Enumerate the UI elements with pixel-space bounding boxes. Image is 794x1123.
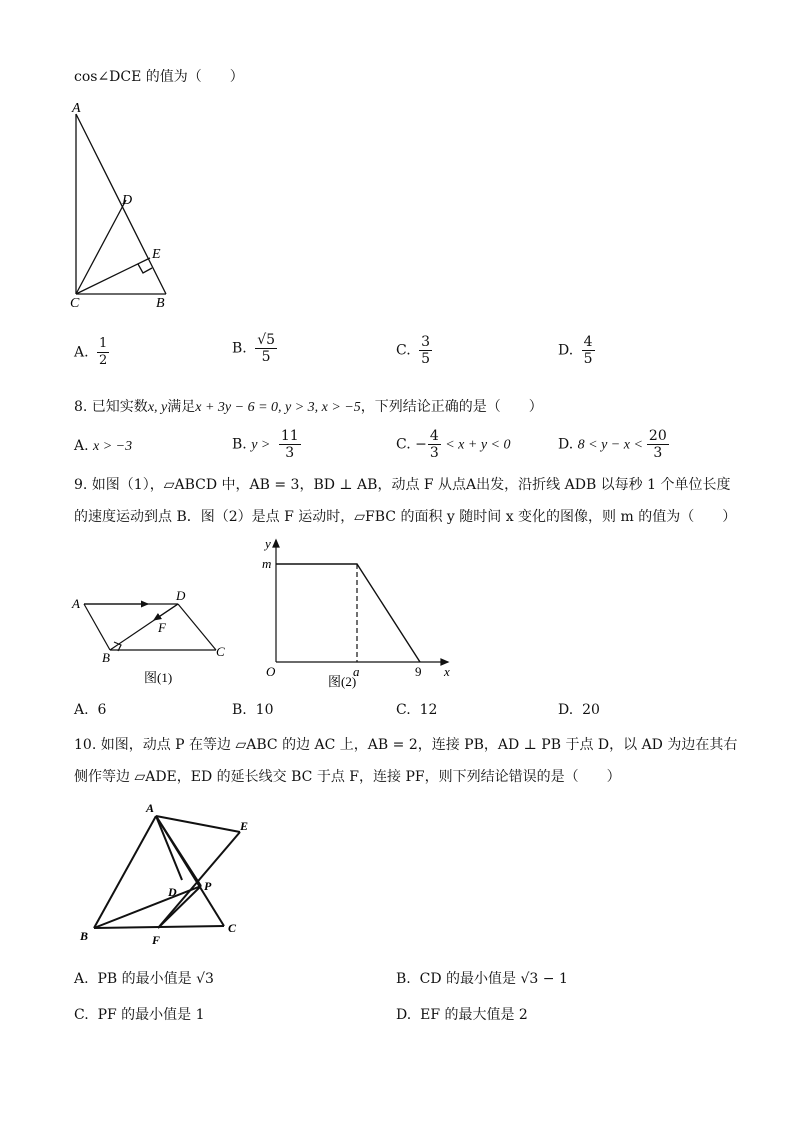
q7-option-d-num: 4 [583, 334, 593, 350]
q8-stem [74, 396, 543, 416]
q7-right-angle-mark [138, 264, 152, 273]
q9-fig2-label-nine: 9 [415, 664, 422, 679]
q10-segment-ap [156, 816, 201, 886]
q7-label-e: E [152, 247, 161, 262]
q10-label-a: A [146, 801, 155, 815]
q10-option-d[interactable] [396, 1004, 528, 1024]
q10-option-c-text: PF 的最小值是 1 [97, 1007, 205, 1023]
q7-label-b: B [156, 296, 165, 311]
q10-option-a-text: PB 的最小值是 √3 [97, 971, 214, 987]
q8-option-b-text: y > [251, 437, 271, 453]
q9-arrow-df [154, 604, 178, 620]
q10-option-b-text: CD 的最小值是 √3 − 1 [419, 971, 568, 987]
q10-segment-ef [158, 832, 240, 928]
q8-vars: x, y [147, 400, 168, 415]
q10-figure [74, 794, 264, 948]
q9-option-d-key: D. [558, 702, 574, 718]
q9-figure-2 [256, 534, 456, 690]
q9-option-d[interactable] [558, 702, 600, 718]
q7-option-b-key: B. [232, 340, 247, 357]
q9-stem-line2: 的速度运动到点 B．图（2）是点 F 运动时，▱FBC 的面积 y 随时间 x 变化的图像，则 m 的值为（ ） [74, 509, 737, 525]
q9-fig1-label-a: A [72, 596, 80, 611]
q7-option-c-key: C. [396, 342, 411, 359]
q9-side-ab [84, 604, 110, 650]
q7-label-a: A [72, 101, 81, 116]
q7-option-d-key: D. [558, 342, 574, 359]
q9-option-a-text: 6 [97, 702, 107, 718]
q8-option-b[interactable] [232, 428, 301, 461]
q10-segment-pb [94, 886, 201, 928]
q10-option-a-key: A. [74, 971, 89, 987]
q8-stem-prefix: 8. 已知实数 [74, 399, 148, 415]
q10-side-ab [94, 816, 156, 928]
q7-stem: cos∠DCE 的值为（ ） [74, 69, 244, 85]
q10-label-d: D [168, 885, 177, 899]
q9-fig1-label-f: F [158, 620, 166, 635]
q9-option-b[interactable] [232, 702, 273, 718]
q7-option-a-den: 2 [99, 353, 108, 368]
q7-option-d[interactable] [558, 334, 595, 367]
q10-option-a[interactable] [74, 968, 214, 988]
q10-label-p: P [204, 879, 212, 893]
q7-segment-cd [76, 200, 126, 294]
q8-option-b-den: 3 [285, 445, 295, 461]
q10-label-e: E [240, 819, 249, 833]
q7-option-b-num: √5 [257, 332, 276, 348]
q8-option-c-pre: − [415, 436, 427, 453]
q8-option-b-num: 11 [280, 428, 299, 444]
q7-option-b[interactable] [232, 332, 277, 365]
q9-fig2-label-a: a [353, 664, 360, 679]
q9-option-c[interactable] [396, 702, 437, 718]
q9-option-a[interactable] [74, 702, 106, 718]
q10-stem-line1: 10. 如图，动点 P 在等边 ▱ABC 的边 AC 上，AB = 2，连接 PB，AD ⊥ PB 于点 D，以 AD 为边在其右 [74, 737, 738, 753]
q8-option-d-text: 8 < y − x < [577, 437, 643, 453]
q8-stem-mid: 满足 [167, 399, 196, 415]
q7-figure [60, 96, 180, 311]
q8-option-c[interactable] [396, 428, 511, 461]
q9-fig2-label-o: O [266, 664, 276, 679]
q8-option-d-den: 3 [653, 445, 663, 461]
q10-stem-line2: 侧作等边 ▱ADE，ED 的延长线交 BC 于点 F，连接 PF，则下列结论错误的是（ ） [74, 769, 621, 785]
q9-option-c-key: C. [396, 702, 411, 718]
q8-option-c-key: C. [396, 436, 411, 453]
q9-figure-1 [66, 584, 242, 688]
q8-option-c-text: < x + y < 0 [445, 437, 511, 453]
q7-option-b-den: 5 [261, 349, 271, 365]
q7-option-a-num: 1 [99, 336, 108, 351]
q10-side-ae [156, 816, 240, 832]
q10-segment-pf [158, 886, 201, 928]
q7-option-c-num: 3 [421, 334, 431, 350]
q9-fig2-label-x: x [444, 664, 450, 679]
q9-fig1-caption: 图(1) [144, 670, 173, 685]
q8-stem-suffix: ，下列结论正确的是（ ） [360, 399, 543, 415]
q9-option-b-text: 10 [255, 702, 274, 718]
q8-option-d[interactable] [558, 428, 669, 461]
q8-option-b-key: B. [232, 436, 247, 453]
q9-fig1-label-b: B [102, 650, 110, 665]
q10-label-f: F [152, 933, 161, 947]
q10-segment-ad [156, 816, 182, 880]
q8-option-d-num: 20 [648, 428, 667, 444]
q10-option-d-key: D. [396, 1007, 412, 1023]
q9-fig1-label-c: C [216, 644, 225, 659]
q7-label-c: C [70, 296, 80, 311]
q7-option-a[interactable] [74, 336, 109, 369]
q7-option-c-den: 5 [421, 351, 431, 367]
q9-graph-line [276, 564, 420, 662]
q9-y-axis-arrow [273, 540, 279, 547]
q9-option-a-key: A. [74, 702, 89, 718]
q9-fig2-caption: 图(2) [328, 674, 357, 689]
q8-option-a-key: A. [74, 438, 89, 454]
q7-segment-ce [76, 258, 150, 294]
q7-side-ab [76, 114, 166, 294]
q7-option-a-key: A. [74, 344, 89, 361]
q8-option-c-den: 3 [429, 445, 439, 461]
q10-label-b: B [80, 929, 89, 943]
q10-option-c[interactable] [74, 1004, 205, 1024]
q7-option-c[interactable] [396, 334, 432, 367]
q10-option-d-text: EF 的最大值是 2 [420, 1007, 528, 1023]
q9-option-c-text: 12 [419, 702, 438, 718]
q9-option-d-text: 20 [582, 702, 600, 718]
q10-option-b-key: B. [396, 971, 411, 987]
q8-option-a-text: x > −3 [93, 439, 133, 454]
q9-fig1-label-d: D [176, 588, 186, 603]
q9-side-dc [178, 604, 216, 650]
q9-fig2-label-y: y [265, 536, 271, 551]
q10-label-c: C [228, 921, 237, 935]
q8-option-a[interactable] [74, 438, 132, 455]
q9-option-b-key: B. [232, 702, 247, 718]
q10-option-b[interactable] [396, 968, 568, 988]
q8-option-d-key: D. [558, 436, 574, 453]
q7-option-d-den: 5 [583, 351, 593, 367]
q9-stem-line1: 9. 如图（1），▱ABCD 中，AB = 3，BD ⊥ AB，动点 F 从点A出发，沿折线 ADB 以每秒 1 个单位长度 [74, 477, 731, 493]
q8-condition: x + 3y − 6 = 0, y > 3, x > −5 [195, 400, 361, 415]
q7-label-d: D [122, 193, 133, 208]
q9-fig2-label-m: m [262, 556, 272, 571]
q8-option-c-num: 4 [429, 428, 439, 444]
q10-option-c-key: C. [74, 1007, 89, 1023]
